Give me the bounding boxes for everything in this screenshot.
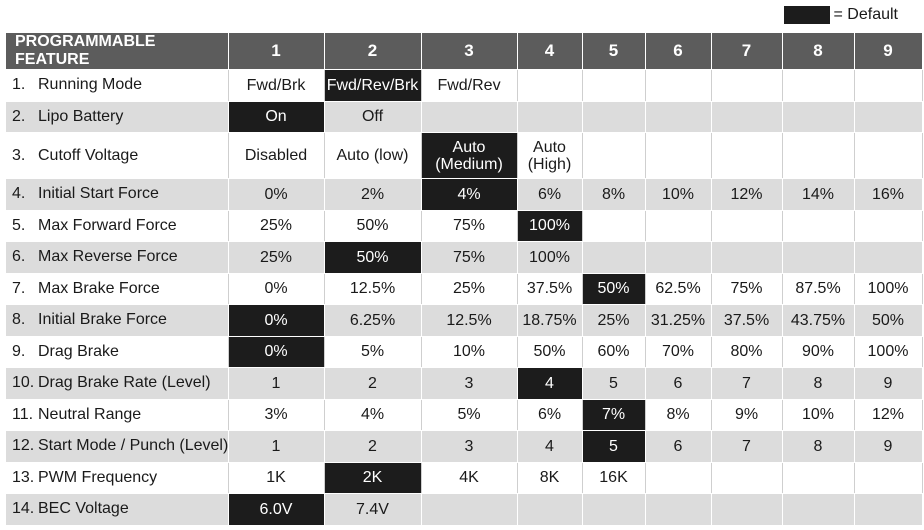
value-cell xyxy=(582,133,645,179)
value-cell: 25% xyxy=(582,305,645,337)
feature-label: Drag Brake Rate (Level) xyxy=(38,374,211,392)
value-cell: 75% xyxy=(421,210,517,242)
default-value-cell: Auto (Medium) xyxy=(421,133,517,179)
value-cell xyxy=(582,70,645,102)
value-cell: 12% xyxy=(854,399,922,431)
feature-name-cell xyxy=(6,101,228,133)
header-col-4: 4 xyxy=(517,33,582,70)
value-cell: 10% xyxy=(782,399,854,431)
value-cell xyxy=(645,101,711,133)
value-cell xyxy=(582,494,645,526)
default-value-cell: Fwd/Rev/Brk xyxy=(324,70,421,102)
value-cell xyxy=(711,242,782,274)
default-value-cell: On xyxy=(228,101,324,133)
value-cell xyxy=(711,70,782,102)
feature-number: 8. xyxy=(12,311,26,329)
feature-name-cell xyxy=(6,336,228,368)
value-cell: 10% xyxy=(645,179,711,211)
default-value-cell: 4% xyxy=(421,179,517,211)
value-cell xyxy=(645,242,711,274)
value-cell: 18.75% xyxy=(517,305,582,337)
feature-name-cell xyxy=(6,494,228,526)
value-cell xyxy=(782,133,854,179)
value-cell xyxy=(645,70,711,102)
feature-label: Lipo Battery xyxy=(38,107,124,125)
value-cell: Auto (low) xyxy=(324,133,421,179)
header-feature: PROGRAMMABLE FEATURE xyxy=(6,33,228,70)
value-cell xyxy=(854,494,922,526)
value-cell: 9 xyxy=(854,368,922,400)
value-cell xyxy=(645,494,711,526)
value-cell: 43.75% xyxy=(782,305,854,337)
value-cell xyxy=(782,494,854,526)
value-cell: 8 xyxy=(782,431,854,463)
table-row xyxy=(6,210,922,242)
value-cell xyxy=(782,101,854,133)
feature-name-cell xyxy=(6,210,228,242)
table-row xyxy=(6,462,922,494)
value-cell: 8 xyxy=(782,368,854,400)
value-cell xyxy=(854,70,922,102)
feature-number: 6. xyxy=(12,248,26,266)
value-cell: 6 xyxy=(645,368,711,400)
default-value-cell: 7% xyxy=(582,399,645,431)
value-cell: 5% xyxy=(324,336,421,368)
feature-name-cell xyxy=(6,462,228,494)
value-cell xyxy=(711,133,782,179)
value-cell: 6% xyxy=(517,399,582,431)
table-row xyxy=(6,494,922,526)
value-cell xyxy=(711,210,782,242)
value-cell: 8K xyxy=(517,462,582,494)
value-cell: 8% xyxy=(582,179,645,211)
table-row xyxy=(6,133,922,179)
header-col-8: 8 xyxy=(782,33,854,70)
value-cell: 14% xyxy=(782,179,854,211)
value-cell: Fwd/Rev xyxy=(421,70,517,102)
feature-number: 14. xyxy=(12,500,35,518)
header-col-6: 6 xyxy=(645,33,711,70)
value-cell xyxy=(421,101,517,133)
feature-label: Neutral Range xyxy=(38,405,142,423)
value-cell xyxy=(854,133,922,179)
value-cell: 12% xyxy=(711,179,782,211)
feature-label: Running Mode xyxy=(38,76,143,94)
feature-label: Start Mode / Punch (Level) xyxy=(38,437,229,455)
value-cell: 37.5% xyxy=(517,273,582,305)
table-row xyxy=(6,242,922,274)
value-cell xyxy=(517,101,582,133)
feature-label: Cutoff Voltage xyxy=(38,146,139,164)
value-cell: 2% xyxy=(324,179,421,211)
value-cell: 2 xyxy=(324,368,421,400)
value-cell: 8% xyxy=(645,399,711,431)
value-cell: 7.4V xyxy=(324,494,421,526)
feature-label: Drag Brake xyxy=(38,342,119,360)
value-cell: 0% xyxy=(228,179,324,211)
value-cell xyxy=(645,462,711,494)
feature-number: 10. xyxy=(12,374,35,392)
value-cell: 62.5% xyxy=(645,273,711,305)
value-cell: 6 xyxy=(645,431,711,463)
feature-number: 5. xyxy=(12,216,26,234)
value-cell: 90% xyxy=(782,336,854,368)
feature-name-cell xyxy=(6,179,228,211)
feature-number: 7. xyxy=(12,279,26,297)
value-cell: 31.25% xyxy=(645,305,711,337)
feature-name-cell xyxy=(6,431,228,463)
table-row xyxy=(6,336,922,368)
value-cell xyxy=(782,462,854,494)
table-row xyxy=(6,399,922,431)
value-cell: 50% xyxy=(517,336,582,368)
value-cell: 10% xyxy=(421,336,517,368)
value-cell xyxy=(645,133,711,179)
value-cell: 6.25% xyxy=(324,305,421,337)
value-cell: 5% xyxy=(421,399,517,431)
value-cell xyxy=(782,70,854,102)
value-cell: Fwd/Brk xyxy=(228,70,324,102)
header-col-5: 5 xyxy=(582,33,645,70)
value-cell: 16% xyxy=(854,179,922,211)
programmable-feature-table xyxy=(6,33,923,526)
table-row xyxy=(6,431,922,463)
feature-name-cell xyxy=(6,273,228,305)
value-cell: 9 xyxy=(854,431,922,463)
table-row xyxy=(6,273,922,305)
value-cell: 70% xyxy=(645,336,711,368)
value-cell: 12.5% xyxy=(421,305,517,337)
feature-name-cell xyxy=(6,399,228,431)
feature-label: Max Forward Force xyxy=(38,216,177,234)
value-cell xyxy=(645,210,711,242)
value-cell: Auto (High) xyxy=(517,133,582,179)
feature-number: 12. xyxy=(12,437,35,455)
default-value-cell: 4 xyxy=(517,368,582,400)
value-cell xyxy=(854,462,922,494)
value-cell xyxy=(782,242,854,274)
value-cell: 80% xyxy=(711,336,782,368)
header-col-7: 7 xyxy=(711,33,782,70)
value-cell xyxy=(711,101,782,133)
value-cell: 16K xyxy=(582,462,645,494)
default-legend xyxy=(784,4,898,26)
value-cell: 4% xyxy=(324,399,421,431)
feature-label: Initial Start Force xyxy=(38,185,159,203)
value-cell xyxy=(517,494,582,526)
feature-number: 9. xyxy=(12,342,26,360)
value-cell: 100% xyxy=(854,336,922,368)
feature-label: Max Brake Force xyxy=(38,279,160,297)
value-cell: 37.5% xyxy=(711,305,782,337)
feature-name-cell xyxy=(6,305,228,337)
header-col-3: 3 xyxy=(421,33,517,70)
value-cell xyxy=(582,210,645,242)
default-value-cell: 100% xyxy=(517,210,582,242)
value-cell: 75% xyxy=(421,242,517,274)
value-cell: 25% xyxy=(228,242,324,274)
value-cell: 25% xyxy=(228,210,324,242)
default-value-cell: 6.0V xyxy=(228,494,324,526)
header-col-2: 2 xyxy=(324,33,421,70)
value-cell: 75% xyxy=(711,273,782,305)
value-cell xyxy=(582,101,645,133)
value-cell: 2 xyxy=(324,431,421,463)
value-cell: 3 xyxy=(421,368,517,400)
value-cell xyxy=(854,101,922,133)
value-cell: 0% xyxy=(228,273,324,305)
value-cell: 6% xyxy=(517,179,582,211)
value-cell xyxy=(711,462,782,494)
table-row xyxy=(6,368,922,400)
value-cell: 1K xyxy=(228,462,324,494)
value-cell: 1 xyxy=(228,431,324,463)
header-col-1: 1 xyxy=(228,33,324,70)
table-row xyxy=(6,101,922,133)
table-row xyxy=(6,179,922,211)
value-cell xyxy=(421,494,517,526)
value-cell xyxy=(711,494,782,526)
header-row xyxy=(6,33,922,70)
value-cell xyxy=(854,242,922,274)
feature-name-cell xyxy=(6,133,228,179)
default-value-cell: 0% xyxy=(228,305,324,337)
value-cell: 3 xyxy=(421,431,517,463)
value-cell: 4 xyxy=(517,431,582,463)
feature-number: 1. xyxy=(12,76,26,94)
value-cell: 100% xyxy=(517,242,582,274)
value-cell: 4K xyxy=(421,462,517,494)
feature-number: 4. xyxy=(12,185,26,203)
value-cell: 1 xyxy=(228,368,324,400)
value-cell: Disabled xyxy=(228,133,324,179)
value-cell: 5 xyxy=(582,368,645,400)
value-cell: 50% xyxy=(324,210,421,242)
feature-number: 2. xyxy=(12,107,26,125)
default-value-cell: 50% xyxy=(324,242,421,274)
value-cell: 60% xyxy=(582,336,645,368)
table-body xyxy=(6,70,922,526)
feature-label: BEC Voltage xyxy=(38,500,129,518)
table-row xyxy=(6,305,922,337)
header-col-9: 9 xyxy=(854,33,922,70)
value-cell: 50% xyxy=(854,305,922,337)
feature-label: Initial Brake Force xyxy=(38,311,167,329)
value-cell: 12.5% xyxy=(324,273,421,305)
value-cell xyxy=(582,242,645,274)
value-cell: 3% xyxy=(228,399,324,431)
feature-name-cell xyxy=(6,70,228,102)
default-value-cell: 5 xyxy=(582,431,645,463)
feature-number: 11. xyxy=(12,405,34,423)
feature-name-cell xyxy=(6,242,228,274)
value-cell: Off xyxy=(324,101,421,133)
value-cell xyxy=(517,70,582,102)
feature-name-cell xyxy=(6,368,228,400)
default-value-cell: 0% xyxy=(228,336,324,368)
value-cell: 25% xyxy=(421,273,517,305)
value-cell: 87.5% xyxy=(782,273,854,305)
value-cell xyxy=(782,210,854,242)
feature-label: PWM Frequency xyxy=(38,468,158,486)
value-cell xyxy=(854,210,922,242)
feature-label: Max Reverse Force xyxy=(38,248,178,266)
feature-number: 13. xyxy=(12,468,35,486)
value-cell: 9% xyxy=(711,399,782,431)
feature-number: 3. xyxy=(12,146,26,164)
default-value-cell: 50% xyxy=(582,273,645,305)
table-row xyxy=(6,70,922,102)
value-cell: 7 xyxy=(711,368,782,400)
value-cell: 7 xyxy=(711,431,782,463)
value-cell: 100% xyxy=(854,273,922,305)
default-value-cell: 2K xyxy=(324,462,421,494)
default-legend-label: = Default xyxy=(833,6,898,23)
default-swatch xyxy=(784,6,830,24)
